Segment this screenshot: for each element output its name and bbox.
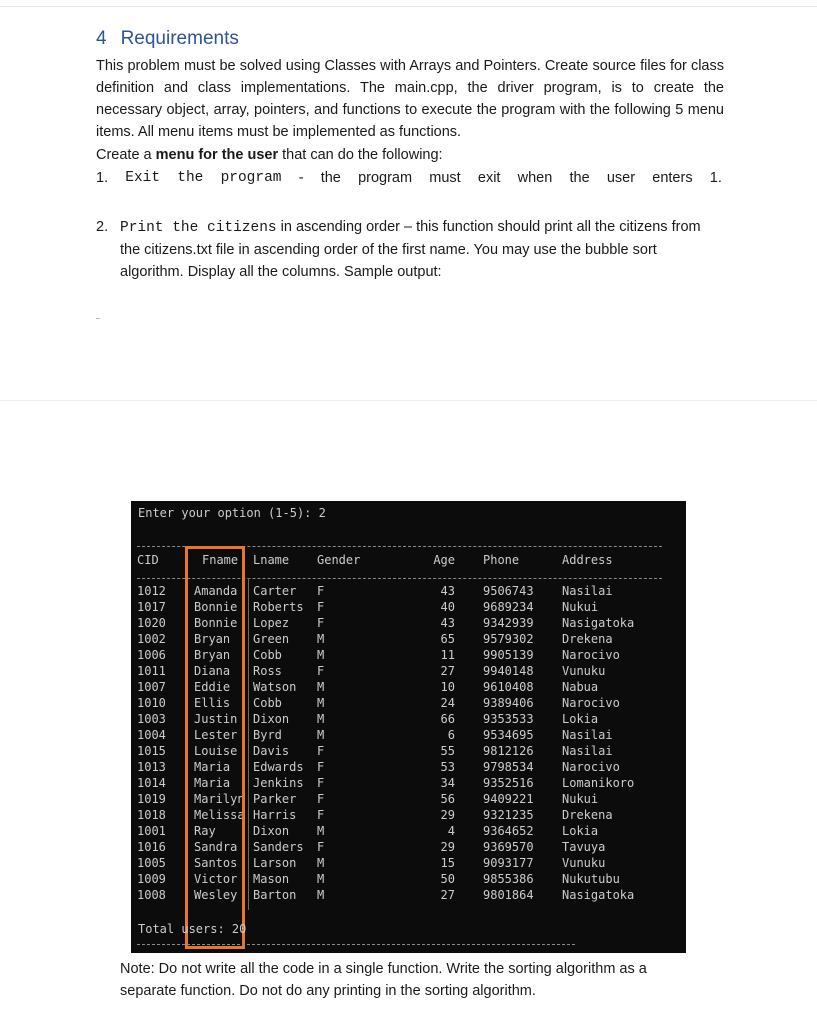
note-paragraph: Note: Do not write all the code in a single function. Write the sorting algorithm as a separate function. Do not do any printing in the sorting algorithm. <box>120 961 647 999</box>
cell-age: 29 <box>440 840 455 854</box>
menu-item-1-word: must <box>429 170 461 186</box>
cell-lname: Parker <box>253 792 297 806</box>
cell-age: 10 <box>440 680 455 694</box>
cell-address: Tavuya <box>562 840 606 854</box>
cell-age: 56 <box>440 792 455 806</box>
menu-item-1-word: 1. <box>709 170 722 186</box>
header-lname: Lname <box>253 553 290 567</box>
cell-lname: Dixon <box>253 824 290 838</box>
cell-phone: 9534695 <box>483 728 534 742</box>
cell-phone: 9798534 <box>483 760 534 774</box>
cell-lname: Mason <box>253 872 290 886</box>
cell-phone: 9689234 <box>483 600 534 614</box>
header-fname: Fname <box>202 553 239 567</box>
header-phone: Phone <box>483 553 520 567</box>
cell-fname: Bonnie <box>194 616 238 630</box>
page-top-border <box>0 6 817 7</box>
menu-item-1-word: when <box>517 170 553 186</box>
header-cid: CID <box>137 553 159 567</box>
cell-gender: F <box>317 616 325 630</box>
cell-cid: 1011 <box>137 664 166 678</box>
cell-cid: 1005 <box>137 856 166 870</box>
cell-lname: Barton <box>253 888 297 902</box>
menu-item-1-word: the <box>320 170 341 186</box>
cell-lname: Byrd <box>253 728 282 742</box>
cell-cid: 1014 <box>137 776 166 790</box>
menu-item-1-word: enters <box>652 170 693 186</box>
cell-phone: 9389406 <box>483 696 534 710</box>
cell-phone: 9093177 <box>483 856 534 870</box>
menu-item-1-word: Exit <box>125 170 161 186</box>
cell-gender: F <box>317 584 325 598</box>
page-mark <box>96 318 100 319</box>
cell-cid: 1019 <box>137 792 166 806</box>
header-age: Age <box>433 553 455 567</box>
cell-fname: Bonnie <box>194 600 238 614</box>
cell-gender: M <box>317 824 325 838</box>
cell-fname: Sandra <box>194 840 238 854</box>
cell-fname: Louise <box>194 744 238 758</box>
cell-gender: F <box>317 600 325 614</box>
page-divider <box>0 400 817 401</box>
cell-age: 11 <box>440 648 455 662</box>
cell-cid: 1009 <box>137 872 166 886</box>
cell-gender: F <box>317 808 325 822</box>
cell-address: Vunuku <box>562 664 606 678</box>
cell-fname: Victor <box>194 872 238 886</box>
cell-fname: Diana <box>194 664 231 678</box>
cell-phone: 9855386 <box>483 872 534 886</box>
cell-gender: M <box>317 872 325 886</box>
cell-cid: 1018 <box>137 808 166 822</box>
cell-gender: M <box>317 632 325 646</box>
menu-item-1-word: - <box>298 170 304 186</box>
menu-item-2 <box>96 216 724 283</box>
menu-item-1-word: the <box>177 170 204 186</box>
cell-phone: 9940148 <box>483 664 534 678</box>
cell-fname: Bryan <box>194 648 231 662</box>
menu-intro-before: Create a <box>96 147 156 163</box>
cell-address: Nasilai <box>562 728 613 742</box>
cell-age: 15 <box>440 856 455 870</box>
cell-fname: Ellis <box>194 696 231 710</box>
cell-lname: Jenkins <box>253 776 304 790</box>
cell-gender: M <box>317 648 325 662</box>
cell-age: 53 <box>440 760 455 774</box>
cell-address: Nasilai <box>562 744 613 758</box>
cell-phone: 9369570 <box>483 840 534 854</box>
cell-fname: Eddie <box>194 680 231 694</box>
cell-fname: Lester <box>194 728 238 742</box>
total-users: Total users: 20 <box>138 922 247 936</box>
cell-address: Drekena <box>562 632 613 646</box>
cell-cid: 1017 <box>137 600 166 614</box>
cell-address: Nasigatoka <box>562 888 635 902</box>
cell-gender: M <box>317 696 325 710</box>
cell-phone: 9905139 <box>483 648 534 662</box>
menu-item-2-code: Print the citizens <box>120 220 277 236</box>
cell-gender: F <box>317 664 325 678</box>
cell-address: Lomanikoro <box>562 776 635 790</box>
cell-lname: Ross <box>253 664 282 678</box>
cell-lname: Cobb <box>253 648 282 662</box>
cell-cid: 1004 <box>137 728 166 742</box>
cell-phone: 9352516 <box>483 776 534 790</box>
cell-address: Narocivo <box>562 760 620 774</box>
menu-item-1-word: user <box>606 170 636 186</box>
cell-age: 65 <box>440 632 455 646</box>
cell-lname: Green <box>253 632 290 646</box>
menu-item-1 <box>96 170 722 186</box>
cell-lname: Harris <box>253 808 297 822</box>
menu-item-1-word: exit <box>477 170 501 186</box>
section-heading <box>96 28 239 50</box>
cell-fname: Santos <box>194 856 238 870</box>
menu-item-1-word: program <box>220 170 282 186</box>
cell-cid: 1012 <box>137 584 166 598</box>
cell-address: Lokia <box>562 824 599 838</box>
menu-item-2-number: 2. <box>96 219 109 235</box>
cell-address: Vunuku <box>562 856 606 870</box>
cell-gender: F <box>317 776 325 790</box>
cell-age: 66 <box>440 712 455 726</box>
console-prompt: Enter your option (1-5): 2 <box>138 506 326 520</box>
cell-age: 34 <box>440 776 455 790</box>
cell-age: 27 <box>440 664 455 678</box>
cell-fname: Maria <box>194 776 231 790</box>
cell-gender: M <box>317 680 325 694</box>
cell-gender: F <box>317 744 325 758</box>
cell-address: Nukui <box>562 792 599 806</box>
cell-address: Nukutubu <box>562 872 620 886</box>
cell-address: Narocivo <box>562 648 620 662</box>
cell-age: 29 <box>440 808 455 822</box>
menu-item-1-word: the <box>569 170 590 186</box>
cell-phone: 9342939 <box>483 616 534 630</box>
console-output <box>131 501 686 953</box>
cell-address: Nasilai <box>562 584 613 598</box>
cell-age: 40 <box>440 600 455 614</box>
cell-fname: Melissa <box>194 808 245 822</box>
fname-highlight-box <box>185 546 245 949</box>
cell-gender: M <box>317 856 325 870</box>
header-gender: Gender <box>317 553 361 567</box>
cell-phone: 9364652 <box>483 824 534 838</box>
cell-age: 50 <box>440 872 455 886</box>
menu-intro-after: that can do the following: <box>278 147 443 163</box>
cell-gender: M <box>317 712 325 726</box>
cell-age: 27 <box>440 888 455 902</box>
cell-address: Narocivo <box>562 696 620 710</box>
footer-divider <box>137 944 575 945</box>
cell-gender: M <box>317 728 325 742</box>
cell-phone: 9610408 <box>483 680 534 694</box>
cell-cid: 1008 <box>137 888 166 902</box>
cell-fname: Ray <box>194 824 216 838</box>
cell-gender: F <box>317 760 325 774</box>
cell-phone: 9409221 <box>483 792 534 806</box>
cell-lname: Watson <box>253 680 297 694</box>
cell-gender: M <box>317 888 325 902</box>
cell-cid: 1003 <box>137 712 166 726</box>
cell-fname: Wesley <box>194 888 238 902</box>
cell-cid: 1002 <box>137 632 166 646</box>
section-title: Requirements <box>120 28 239 49</box>
cell-age: 24 <box>440 696 455 710</box>
cell-age: 43 <box>440 616 455 630</box>
cell-lname: Sanders <box>253 840 304 854</box>
cell-address: Nukui <box>562 600 599 614</box>
cell-phone: 9801864 <box>483 888 534 902</box>
cell-cid: 1013 <box>137 760 166 774</box>
cell-fname: Marilyn <box>194 792 245 806</box>
cell-address: Nasigatoka <box>562 616 635 630</box>
cell-lname: Davis <box>253 744 290 758</box>
cell-cid: 1007 <box>137 680 166 694</box>
intro-paragraph: This problem must be solved using Classes with Arrays and Pointers. Create source files for class definition and class implementations. The main.cpp, the driver program, is to create the necessary object, array, pointers, and functions to execute the program with the following 5 menu items. All menu items must be implemented as functions. <box>96 58 724 140</box>
cell-age: 43 <box>440 584 455 598</box>
cell-lname: Edwards <box>253 760 304 774</box>
cell-address: Nabua <box>562 680 599 694</box>
cell-phone: 9579302 <box>483 632 534 646</box>
cell-cid: 1001 <box>137 824 166 838</box>
cell-cid: 1006 <box>137 648 166 662</box>
cell-lname: Dixon <box>253 712 290 726</box>
cell-cid: 1010 <box>137 696 166 710</box>
cell-age: 6 <box>447 728 455 742</box>
cell-address: Lokia <box>562 712 599 726</box>
cell-address: Drekena <box>562 808 613 822</box>
menu-item-1-word: 1. <box>96 170 109 186</box>
cell-cid: 1015 <box>137 744 166 758</box>
cell-fname: Justin <box>194 712 238 726</box>
cell-gender: F <box>317 840 325 854</box>
cell-phone: 9506743 <box>483 584 534 598</box>
cell-fname: Amanda <box>194 584 238 598</box>
cell-phone: 9353533 <box>483 712 534 726</box>
cell-fname: Bryan <box>194 632 231 646</box>
menu-item-1-word: program <box>358 170 413 186</box>
cell-age: 4 <box>447 824 455 838</box>
menu-intro-bold: menu for the user <box>155 147 279 163</box>
menu-intro <box>96 147 443 163</box>
menu-item-2-text: in ascending order – this function should print all the citizens from the citizens.txt file in ascending order of the first name. You may use the bubble sort algorithm. Display all the columns. Sample output: <box>120 219 701 280</box>
cell-lname: Lopez <box>253 616 290 630</box>
cell-lname: Carter <box>253 584 297 598</box>
cell-fname: Maria <box>194 760 231 774</box>
header-address: Address <box>562 553 613 567</box>
cell-lname: Roberts <box>253 600 304 614</box>
cell-gender: F <box>317 792 325 806</box>
section-number: 4 <box>96 28 107 49</box>
cell-phone: 9812126 <box>483 744 534 758</box>
cell-age: 55 <box>440 744 455 758</box>
cell-cid: 1020 <box>137 616 166 630</box>
cell-phone: 9321235 <box>483 808 534 822</box>
cell-cid: 1016 <box>137 840 166 854</box>
cell-lname: Larson <box>253 856 297 870</box>
cell-lname: Cobb <box>253 696 282 710</box>
